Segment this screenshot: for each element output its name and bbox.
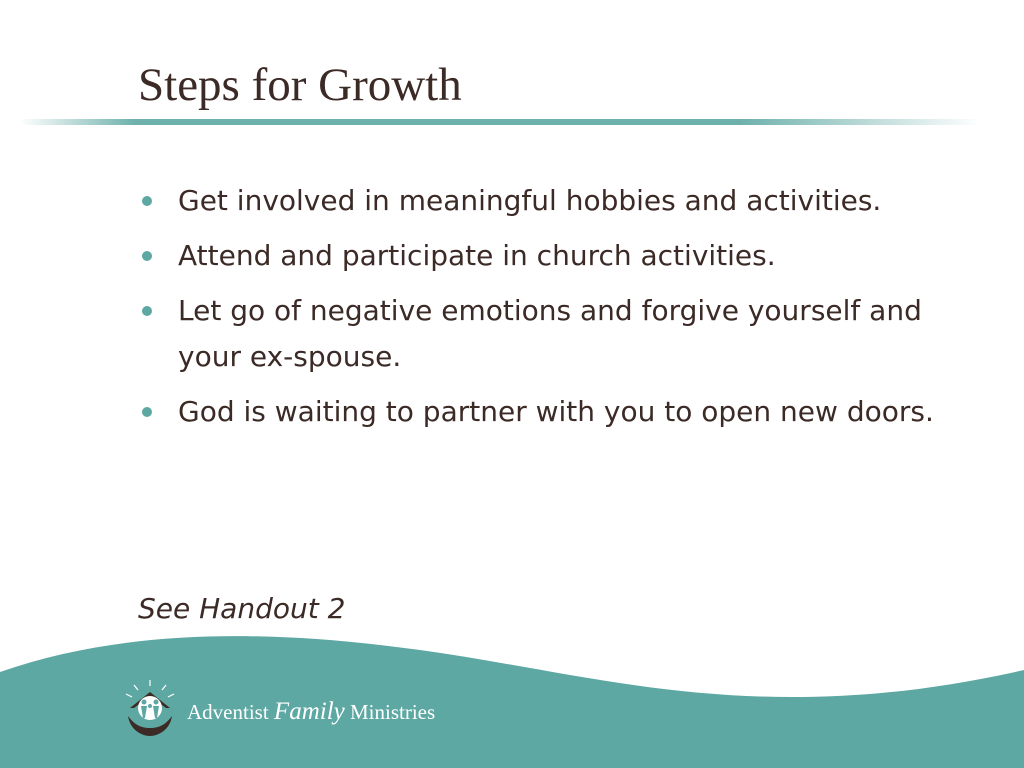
bullet-item: Let go of negative emotions and forgive yourself and your ex-spouse. [138, 288, 938, 380]
bullet-item: God is waiting to partner with you to open new doors. [138, 389, 938, 435]
bullet-dot-icon [142, 196, 152, 206]
family-house-hands-icon [120, 678, 180, 742]
bullet-dot-icon [142, 407, 152, 417]
bullet-dot-icon [142, 251, 152, 261]
title-underline [20, 118, 980, 126]
bullet-item: Attend and participate in church activities. [138, 233, 938, 279]
brand-part-2: Family [273, 698, 345, 725]
brand-part-3: Ministries [350, 700, 436, 724]
brand-part-1: Adventist [187, 700, 269, 724]
slide-title: Steps for Growth [138, 59, 462, 111]
brand-name [187, 698, 435, 726]
bullet-item: Get involved in meaningful hobbies and activities. [138, 178, 938, 224]
bullet-list [138, 178, 938, 444]
handout-note: See Handout 2 [138, 592, 346, 625]
bullet-dot-icon [142, 306, 152, 316]
